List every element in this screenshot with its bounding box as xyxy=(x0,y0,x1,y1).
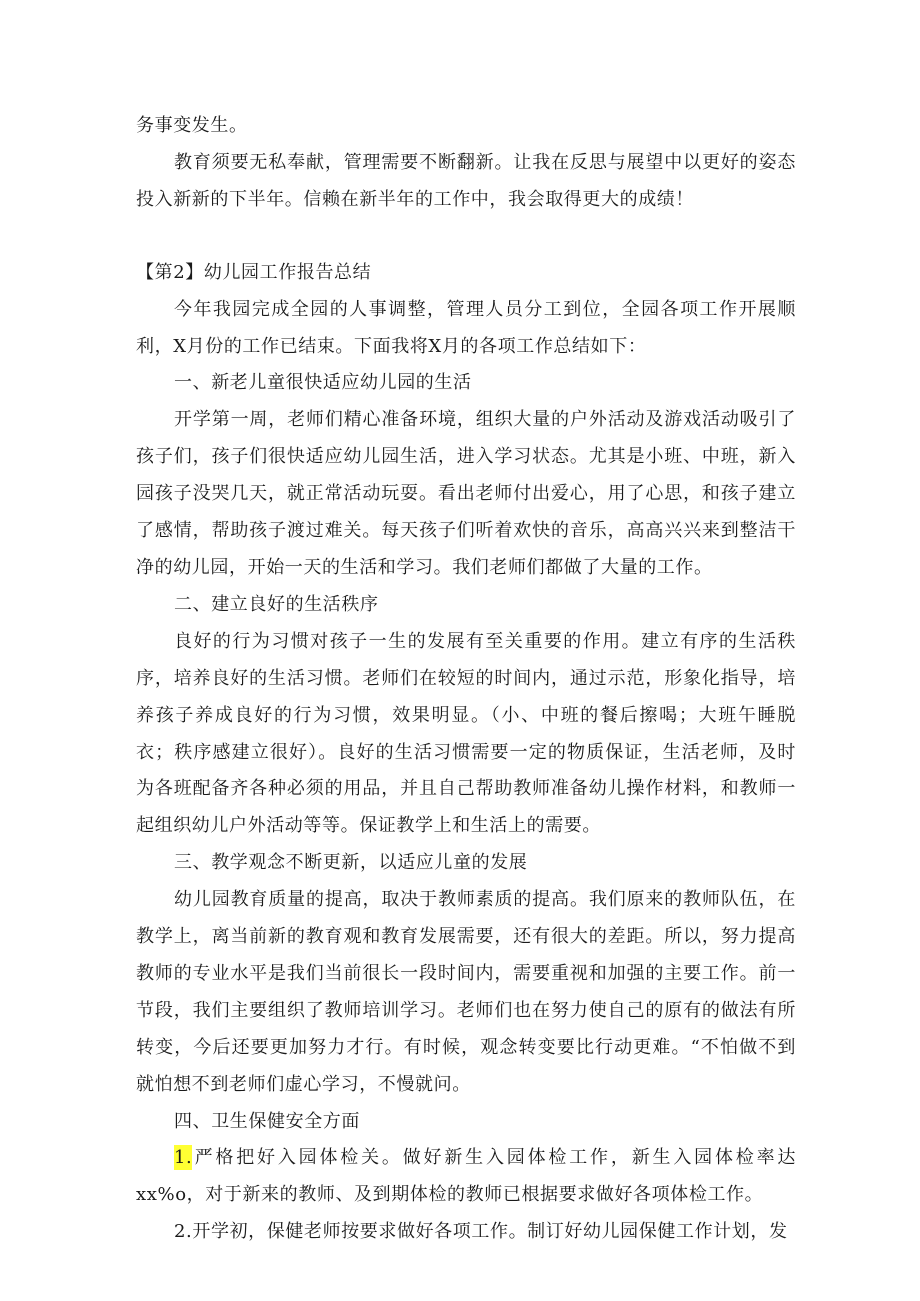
subheading-2: 二、建立良好的生活秩序 xyxy=(174,593,379,615)
subheading-3: 三、教学观念不断更新，以适应儿童的发展 xyxy=(174,852,528,874)
section-gap xyxy=(136,219,796,255)
paragraph-adaptation: 开学第一周，老师们精心准备环境，组织大量的户外活动及游戏活动吸引了孩子们，孩子们很快适应幼儿园生活，进入学习状态。尤其是小班、中班，新入园孩子没哭几天，就正常活动玩耍。看出老师付出爱心，用了心思，和孩子建立了感情，帮助孩子渡过难关。每天孩子们听着欢快的音乐，高高兴兴来到整洁干净的幼儿园，开始一天的生活和学习。我们老师们都做了大量的工作。 xyxy=(136,409,796,578)
paragraph-intro: 今年我园完成全园的人事调整，管理人员分工到位，全园各项工作开展顺利，X月份的工作已结束。下面我将X月的各项工作总结如下： xyxy=(136,298,796,357)
highlight-marker: 1. xyxy=(174,1147,193,1169)
paragraph-closing: 教育须要无私奉献，管理需要不断翻新。让我在反思与展望中以更好的姿态投入新新的下半年。信赖在新半年的工作中，我会取得更大的成绩！ xyxy=(136,151,796,210)
paragraph-health-item-1-text: 严格把好入园体检关。做好新生入园体检工作，新生入园体检率达xx%o，对于新来的教师、及到期体检的教师已根据要求做好各项体检工作。 xyxy=(136,1147,796,1206)
subheading-1: 一、新老儿童很快适应幼儿园的生活 xyxy=(174,372,472,394)
paragraph-health-item-2: 2.开学初，保健老师按要求做好各项工作。制订好幼儿园保健工作计划，发 xyxy=(174,1221,788,1243)
subheading-4: 四、卫生保健安全方面 xyxy=(174,1110,360,1132)
section-heading: 【第2】幼儿园工作报告总结 xyxy=(136,261,372,283)
paragraph-teaching: 幼儿园教育质量的提高，取决于教师素质的提高。我们原来的教师队伍，在教学上，离当前新的教育观和教育发展需要，还有很大的差距。所以，努力提高教师的专业水平是我们当前很长一段时间内，需要重视和加强的主要工作。前一节段，我们主要组织了教师培训学习。老师们也在努力使自己的原有的做法有所转变，今后还要更加努力才行。有时候，观念转变要比行动更难。“不怕做不到就怕想不到老师们虚心学习，不慢就问。 xyxy=(136,889,796,1095)
paragraph-health-item-1 xyxy=(136,1140,796,1214)
paragraph-continuation: 务事变发生。 xyxy=(136,115,248,136)
paragraph-order: 良好的行为习惯对孩子一生的发展有至关重要的作用。建立有序的生活秩序，培养良好的生活习惯。老师们在较短的时间内，通过示范，形象化指导，培养孩子养成良好的行为习惯，效果明显。（小、中班的餐后擦喝；大班午睡脱衣；秩序感建立很好）。良好的生活习惯需要一定的物质保证，生活老师，及时为各班配备齐各种必须的用品，并且自己帮助教师准备幼儿操作材料，和教师一起组织幼儿户外活动等等。保证教学上和生活上的需要。 xyxy=(136,630,796,837)
document-page xyxy=(136,108,796,1251)
